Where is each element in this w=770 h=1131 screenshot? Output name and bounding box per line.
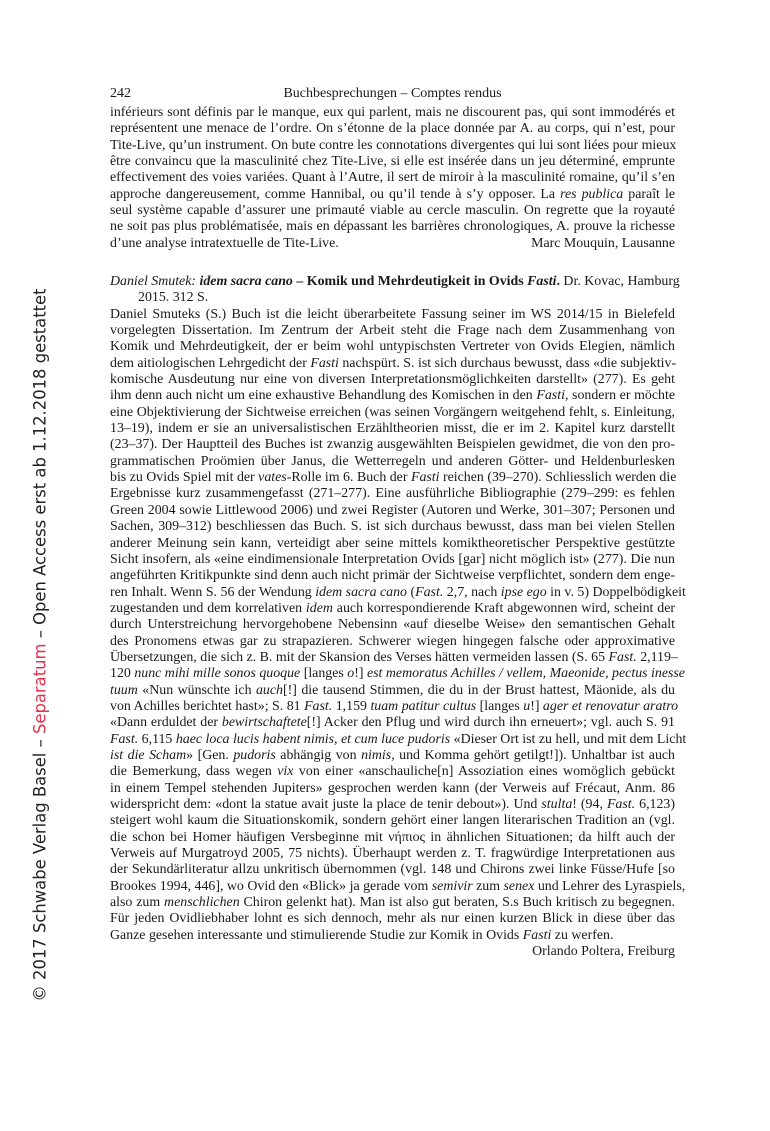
copyright-notice bbox=[30, 178, 52, 1113]
text-line bbox=[110, 421, 675, 437]
text-line bbox=[110, 388, 675, 404]
reviewer-signature: Orlando Poltera, Freiburg bbox=[532, 944, 675, 960]
text-run: reichen (39–270). Schliesslich werden die bbox=[439, 470, 677, 486]
text-line bbox=[110, 219, 675, 235]
text-run: ( bbox=[407, 584, 416, 600]
text-line bbox=[110, 154, 675, 170]
text-line bbox=[110, 187, 675, 203]
copyright-text: © 2017 Schwabe Verlag Basel – bbox=[30, 734, 50, 1002]
text-run: und Lehrer des Lyraspiels, bbox=[534, 878, 686, 894]
text-run: !] bbox=[354, 666, 367, 682]
text-run: vorgelegten Dissertation. Im Zentrum der Arbeit steht die Frage nach dem Zusammenhang von bbox=[110, 323, 675, 339]
text-line bbox=[110, 584, 686, 601]
text-run: widerspricht dem: «dont la statue avait juste la place de tenir debout»). Und bbox=[110, 797, 542, 812]
book-review bbox=[110, 274, 687, 960]
text-run: [!] die tausend Stimmen, die du in der Brust hattest, Mäonide, als du bbox=[283, 682, 675, 698]
text-line bbox=[110, 356, 675, 372]
emphasis-text: tuum bbox=[110, 682, 138, 698]
text-run: «Dann erduldet der bbox=[110, 715, 222, 731]
text-run: Brookes 1994, 446], wo Ovid den «Blick» ja gerade vom bbox=[110, 878, 432, 894]
text-run: 6,123) bbox=[635, 797, 676, 812]
emphasis-text: idem sacra cano bbox=[199, 274, 293, 289]
text-line bbox=[110, 715, 675, 731]
emphasis-text: Fasti bbox=[536, 388, 565, 404]
text-run: komische Ausdeutung nur eine von diversen Interpretationsmöglichkeiten darstellt» (277). Es geht bbox=[110, 372, 675, 388]
text-line bbox=[110, 748, 675, 764]
emphasis-text: idem sacra cano bbox=[315, 584, 408, 600]
emphasis-text: stulta bbox=[541, 797, 573, 812]
emphasis-text: nimis bbox=[361, 747, 392, 763]
text-run: , sondern er möchte bbox=[564, 388, 675, 404]
text-run: » [Gen. bbox=[186, 747, 234, 763]
text-run: !] bbox=[530, 698, 543, 714]
text-line bbox=[110, 121, 675, 137]
text-run: Tite-Live, qu’un instrument. On bute contre les connotations divergentes qui lui sont liées pour mieux bbox=[110, 137, 677, 153]
emphasis-text: nunc mihi mille sonos quoque bbox=[134, 666, 301, 682]
text-line bbox=[110, 781, 675, 797]
text-run: Komik und Mehrdeutigkeit, der er beim wohl untypischsten Vertreter von Ovids Elegien, nämlich bbox=[110, 339, 675, 355]
text-run: Sachen, 309–312) beschliessen das Buch. S. ist sich durchaus bewusst, dass man bei vielen Stellen bbox=[110, 519, 675, 535]
text-line bbox=[110, 601, 675, 617]
text-run: «Nun wünschte ich bbox=[137, 682, 256, 698]
text-run: von einer «anschauliche[n] Assoziation eines womöglich gebückt bbox=[293, 764, 675, 780]
text-run: Ganze gesehen interessante und stimulierende Studie zur Komik in Ovids bbox=[110, 927, 523, 943]
emphasis-text: senex bbox=[503, 878, 535, 894]
text-line bbox=[110, 323, 675, 339]
emphasis-text: Fast. bbox=[608, 649, 637, 665]
emphasis-text: – Komik und Mehrdeutigkeit in Ovids bbox=[292, 274, 528, 289]
review-body bbox=[110, 306, 687, 944]
text-line bbox=[110, 339, 675, 355]
text-run: 120 bbox=[110, 666, 135, 682]
open-access-text: – Open Access erst ab 1.12.2018 gestattet bbox=[30, 288, 50, 644]
emphasis-text: vix bbox=[277, 764, 294, 780]
text-run: 2015. 312 S. bbox=[138, 290, 209, 306]
text-run: 2,7, nach bbox=[443, 584, 501, 600]
text-line bbox=[110, 617, 675, 633]
review-continuation bbox=[110, 105, 675, 252]
text-line bbox=[110, 666, 685, 682]
text-line bbox=[110, 813, 675, 829]
text-line bbox=[110, 170, 675, 186]
text-run: effectivement des voies variées. Quant à l’Autre, il sert de miroir à la masculinité romaine, qu’il s’en bbox=[110, 170, 675, 186]
emphasis-text: Daniel Smutek: bbox=[110, 274, 200, 289]
emphasis-text: vates bbox=[258, 470, 287, 486]
text-line bbox=[110, 928, 675, 944]
text-run: Sicht insofern, als «eine eindimensionale Interpretation Ovids [gar] nicht möglich ist» (277). Die nun bbox=[110, 551, 675, 567]
heading-line bbox=[110, 290, 675, 306]
emphasis-text: auch bbox=[255, 682, 283, 698]
heading-line bbox=[110, 274, 680, 290]
text-run: seul système capable d’assurer une primauté viable au cercle masculin. On regrette que la royauté bbox=[110, 203, 675, 219]
text-run: 6,115 bbox=[138, 731, 176, 747]
text-run: also zum bbox=[110, 895, 165, 911]
page-header bbox=[110, 86, 675, 104]
text-run: [langes bbox=[300, 666, 348, 682]
text-run: d’une analyse intratextuelle de Tite-Live. bbox=[110, 235, 339, 251]
emphasis-text: Fasti bbox=[410, 470, 440, 486]
text-run: auch korrespondierende Kraft abgewonnen wird, scheint der bbox=[332, 600, 676, 616]
text-run: von Achilles berichtet hast»; S. 81 bbox=[110, 698, 305, 714]
text-line bbox=[110, 552, 675, 568]
emphasis-text: o bbox=[347, 666, 355, 682]
text-line bbox=[110, 862, 675, 878]
text-line bbox=[110, 797, 675, 813]
running-head: Buchbesprechungen – Comptes rendus bbox=[283, 86, 502, 101]
page-number: 242 bbox=[110, 86, 131, 101]
emphasis-text: . bbox=[556, 274, 560, 289]
text-line bbox=[110, 405, 675, 421]
text-line bbox=[110, 307, 675, 323]
text-run: zum bbox=[472, 878, 504, 894]
text-run: bis zu Ovids Spiel mit der bbox=[110, 470, 259, 486]
separatum-label: Separatum bbox=[30, 643, 50, 735]
review-body bbox=[110, 105, 675, 252]
text-run: angeführten Kritikpunkte sind denn auch nicht primär der Sichtweise verpflichtet, sondern dem enge- bbox=[110, 568, 675, 584]
text-line bbox=[110, 236, 675, 252]
text-run: 1,159 bbox=[332, 698, 371, 714]
text-line bbox=[110, 830, 675, 846]
text-run: représentent une menace de l’ordre. On s’étonne de la place donnée par A. au corps, qui n’est, pour bbox=[110, 121, 675, 137]
text-line bbox=[110, 846, 675, 862]
emphasis-text: u bbox=[523, 698, 531, 714]
emphasis-text: ipse ego bbox=[500, 584, 547, 600]
text-line bbox=[110, 138, 675, 154]
text-run: zugestanden und dem korrelativen bbox=[110, 600, 306, 616]
emphasis-text: Fast. bbox=[415, 584, 444, 600]
text-line bbox=[110, 470, 675, 486]
text-run: ren Inhalt. Wenn S. 56 der Wendung bbox=[110, 584, 316, 600]
text-run: [langes bbox=[476, 698, 524, 714]
text-run: durch Unterstreichung hervorgehobene Nebensinn «auf dieselbe Weise» den semantischen Gehalt bbox=[110, 617, 675, 633]
text-run: die schon bei Homer häufigen Versbeginne mit νήπιος in ähnlichen Situationen; da hilft auch der bbox=[110, 829, 675, 845]
text-line bbox=[110, 536, 675, 552]
text-run: approche dangereusement, comme Hannibal, ou qu’il tende à s’y opposer. La bbox=[110, 186, 561, 202]
text-run: dem aitiologischen Lehrgedicht der bbox=[110, 355, 311, 371]
emphasis-text: ist die Scham bbox=[110, 747, 187, 763]
text-line bbox=[110, 568, 675, 584]
text-line bbox=[110, 764, 675, 780]
text-line bbox=[110, 649, 678, 666]
emphasis-text: pudoris bbox=[233, 747, 276, 763]
text-run: der Sekundärliteratur allzu unkritisch übernommen (vgl. 148 und Chirons zwei linke Füsse/Hufe [so bbox=[110, 862, 675, 878]
emphasis-text: menschlichen bbox=[164, 895, 240, 911]
text-line bbox=[110, 372, 675, 388]
text-run: inférieurs sont définis par le manque, eux qui parlent, mais ne discourent pas, qui sont immodérés et bbox=[110, 105, 675, 120]
text-run: Übersetzungen, die sich z. B. mit der Skansion des Verses hätten vermeiden lassen (S. 65 bbox=[110, 649, 609, 665]
reviewer-signature: Marc Mouquin, Lausanne bbox=[531, 235, 675, 251]
text-run: zu werfen. bbox=[551, 927, 614, 943]
emphasis-text: haec loca lucis habent nimis, et cum luce pudoris bbox=[175, 731, 451, 747]
text-run: grammatischen Proömien über Janus, die Wetterregeln und anderen Götter- und Heldenburlesken bbox=[110, 453, 675, 469]
review-heading bbox=[110, 274, 680, 307]
text-run: nachspürt. S. ist sich durchaus bewusst, dass «die subjektiv- bbox=[338, 355, 677, 371]
text-run: Daniel Smuteks (S.) Buch ist die leicht überarbeitete Fassung seiner im WS 2014/15 in Bielefeld bbox=[110, 306, 675, 322]
text-run: (23–37). Der Hauptteil des Buches ist zwanzig ausgewählten Beispielen gewidmet, die von den pro- bbox=[110, 437, 675, 453]
text-run: anderer Meinung sein kann, verteidigt aber seine mittels komiktheoretischer Perspektive gestützte bbox=[110, 535, 675, 551]
text-run: Verweis auf Murgatroyd 2005, 75 nichts). Überhaupt werden z. T. fragwürdige Interpretationen aus bbox=[110, 846, 675, 862]
text-run: paraît le bbox=[623, 186, 675, 202]
text-run: 13–19), indem er sie an universalistischen Erzähltheorien misst, die er im 2. Kapitel kurz darstellt bbox=[110, 421, 675, 437]
text-line bbox=[110, 878, 686, 895]
text-line bbox=[110, 911, 675, 927]
text-line bbox=[110, 519, 675, 535]
text-run: 2,119– bbox=[636, 649, 678, 665]
emphasis-text: res publica bbox=[560, 186, 624, 202]
text-run: ! (94, bbox=[572, 797, 607, 812]
text-run: -Rolle im 6. Buch der bbox=[286, 470, 411, 486]
text-run: des Pronomens etwas gar zu strapazieren. Schwerer wiegen hingegen falsche oder approximative bbox=[110, 633, 675, 649]
text-run: «Dieser Ort ist zu hell, und mit dem Licht bbox=[450, 731, 687, 747]
text-run: Green 2004 sowie Littlewood 2006) und zwei Register (Autoren und Werke, 301–307; Personen und bbox=[110, 502, 675, 518]
text-run: in v. 5) Doppelbödigkeit bbox=[546, 584, 686, 600]
text-run: abhängig von bbox=[275, 747, 362, 763]
text-line bbox=[110, 486, 675, 502]
text-run: ihm denn auch nicht um eine exhaustive Behandlung des Komischen in den bbox=[110, 388, 537, 404]
text-line bbox=[110, 683, 675, 699]
emphasis-text: est memoratus Achilles / vellem, Maeonide, pectus inesse bbox=[366, 666, 685, 682]
text-line bbox=[110, 698, 679, 715]
emphasis-text: Fast. bbox=[606, 797, 636, 812]
text-run: steigert wohl kaum die Situationskomik, sondern gehört einer langen literarischen Tradition an (vgl. bbox=[110, 813, 675, 829]
text-run: [!] Acker den Pflug und wird durch ihn erneuert»; vgl. auch S. 91 bbox=[306, 715, 675, 731]
text-line bbox=[110, 634, 675, 650]
text-line bbox=[110, 895, 675, 911]
text-run: die Bemerkung, dass wegen bbox=[110, 764, 278, 780]
text-run: , und Komma gehört getilgt!]). Unhaltbar ist auch bbox=[391, 747, 675, 763]
emphasis-text: Fasti bbox=[522, 927, 552, 943]
text-line bbox=[110, 203, 675, 219]
text-line bbox=[110, 437, 675, 453]
emphasis-text: bewirtschaftete bbox=[221, 715, 307, 731]
emphasis-text: Fast. bbox=[304, 698, 333, 714]
text-run: Ergebnisse kurz zusammengefasst (271–277). Eine ausführliche Bibliographie (279–299: es fehlen bbox=[110, 486, 675, 502]
text-run: être convaincu que la masculinité chez Tite-Live, si elle est insérée dans un jeu déterminé, emprunte bbox=[110, 154, 675, 170]
emphasis-text: Fasti bbox=[527, 274, 557, 289]
emphasis-text: tuam patitur cultus bbox=[370, 698, 477, 714]
emphasis-text: semivir bbox=[431, 878, 473, 894]
text-run: eine Objektivierung der Sichtweise erreichen (was seinen Vorgängern weitgehend fehlt, s. Einleitung, bbox=[110, 404, 675, 420]
text-run: Chiron gelenkt hat). Man ist also gut beraten, S.s Buch kritisch zu begegnen. bbox=[239, 895, 675, 911]
text-line bbox=[110, 731, 687, 748]
text-run: ne soit pas plus problématisée, mais en dépassant les barrières chronologiques, A. prouve la richesse bbox=[110, 219, 675, 235]
emphasis-text: ager et renovatur aratro bbox=[542, 698, 679, 714]
text-line bbox=[110, 503, 675, 519]
text-line bbox=[110, 454, 675, 470]
emphasis-text: Fasti bbox=[310, 355, 339, 371]
emphasis-text: Fast. bbox=[110, 731, 139, 747]
emphasis-text: idem bbox=[305, 600, 333, 616]
text-run: Für jeden Ovidliebhaber lohnt es sich dennoch, mehr als nur einen kurzen Blick in diese über das bbox=[110, 911, 675, 927]
text-line bbox=[110, 105, 675, 121]
text-run: in einem Tempel stehenden Jupiters» gesprochen werden kann (der Verweis auf Frécaut, Anm. 86 bbox=[110, 780, 675, 796]
text-run: Dr. Kovac, Hamburg bbox=[559, 274, 680, 289]
